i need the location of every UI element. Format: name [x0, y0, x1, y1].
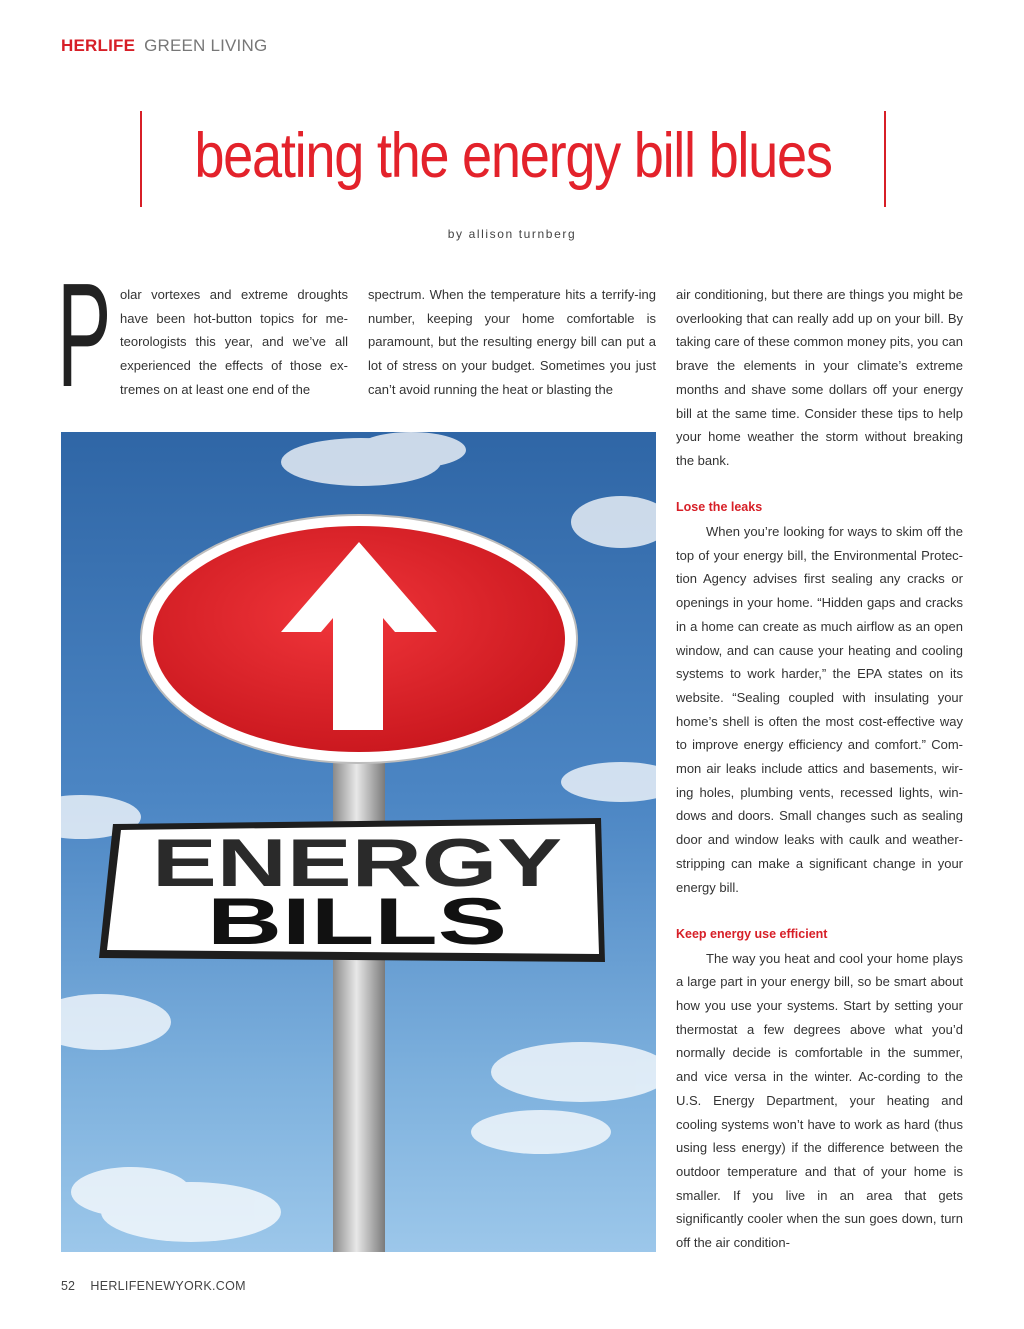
section-name: GREEN LIVING: [144, 36, 268, 55]
intro-text-3: air conditioning, but there are things you might be overlooking that can really add up on your bill. By taking care of these common money pits, you can brave the elements in your climate’s extreme months and shave some dollars off your energy bill at the same time. Consider these tips to help your home weather the storm without breaking the bank.: [676, 287, 963, 468]
column-1: [120, 283, 348, 402]
section-text-efficient: The way you heat and cool your home plays a large part in your energy bill, so be smart about how you use your systems. Start by setting your thermostat a few degrees above what you’d normally decide is comfortable in the summer, and vice versa in the winter. Ac-cording to the U.S. Energy Department, your heating and cooling systems won’t have to work as hard (thus using less energy) if the difference between the outdoor temperature and that of your home is smaller. If you live in an area that gets significantly cooler when the sun goes down, turn off the air condition-: [676, 950, 963, 1251]
drop-cap: P: [57, 253, 112, 418]
page-footer: [61, 1279, 246, 1293]
byline: by allison turnberg: [447, 227, 577, 241]
column-3: [676, 283, 963, 1255]
section-text-leaks: When you’re looking for ways to skim off the top of your energy bill, the Environmental Protec-tion Agency advises first sealing any cracks or openings in your home. “Hidden gaps and cracks in a home can create as much airflow as an open window, and can cause your heating and cooling systems to work harder,” the EPA states on its website. “Sealing coupled with insulating your home’s shell is often the most cost-effective way to improve energy efficiency and comfort.” Com-mon air leaks include attics and basements, wir-ing holes, plumbing vents, recessed lights, win-dows and doors. Small changes such as sealing door and window leaks with caulk and weather-stripping can make a significant change in your energy bill.: [676, 524, 963, 895]
brand-name: HERLIFE: [61, 36, 136, 55]
website-url: HERLIFENEWYORK.COM: [90, 1279, 246, 1293]
column-2: [368, 283, 656, 402]
section-tag: [61, 36, 267, 56]
title-rule-right: [884, 111, 886, 207]
article-title: beating the energy bill blues: [194, 121, 832, 191]
energy-bills-sign-photo: [61, 432, 656, 1252]
sign-pole: [333, 742, 385, 1252]
sign-text-energy: ENERGY: [152, 825, 562, 901]
energy-bills-sign: [99, 818, 605, 962]
intro-text-2: spectrum. When the temperature hits a terrify-ing number, keeping your home comfortable is paramount, but the resulting energy bill can put a lot of stress on your budget. Sometimes you just can’t avoid running the heat or blasting the: [368, 287, 656, 397]
sign-text-bills: BILLS: [207, 884, 507, 958]
page-number: 52: [61, 1279, 75, 1293]
heading-keep-energy-efficient: Keep energy use efficient: [676, 926, 828, 941]
intro-text-1: olar vortexes and extreme droughts have been hot-button topics for me-teorologists this year, and we’ve all experienced the effects of those ex-tremes on at least one end of the: [120, 287, 348, 397]
heading-lose-the-leaks: Lose the leaks: [676, 500, 763, 515]
title-rule-left: [140, 111, 142, 207]
